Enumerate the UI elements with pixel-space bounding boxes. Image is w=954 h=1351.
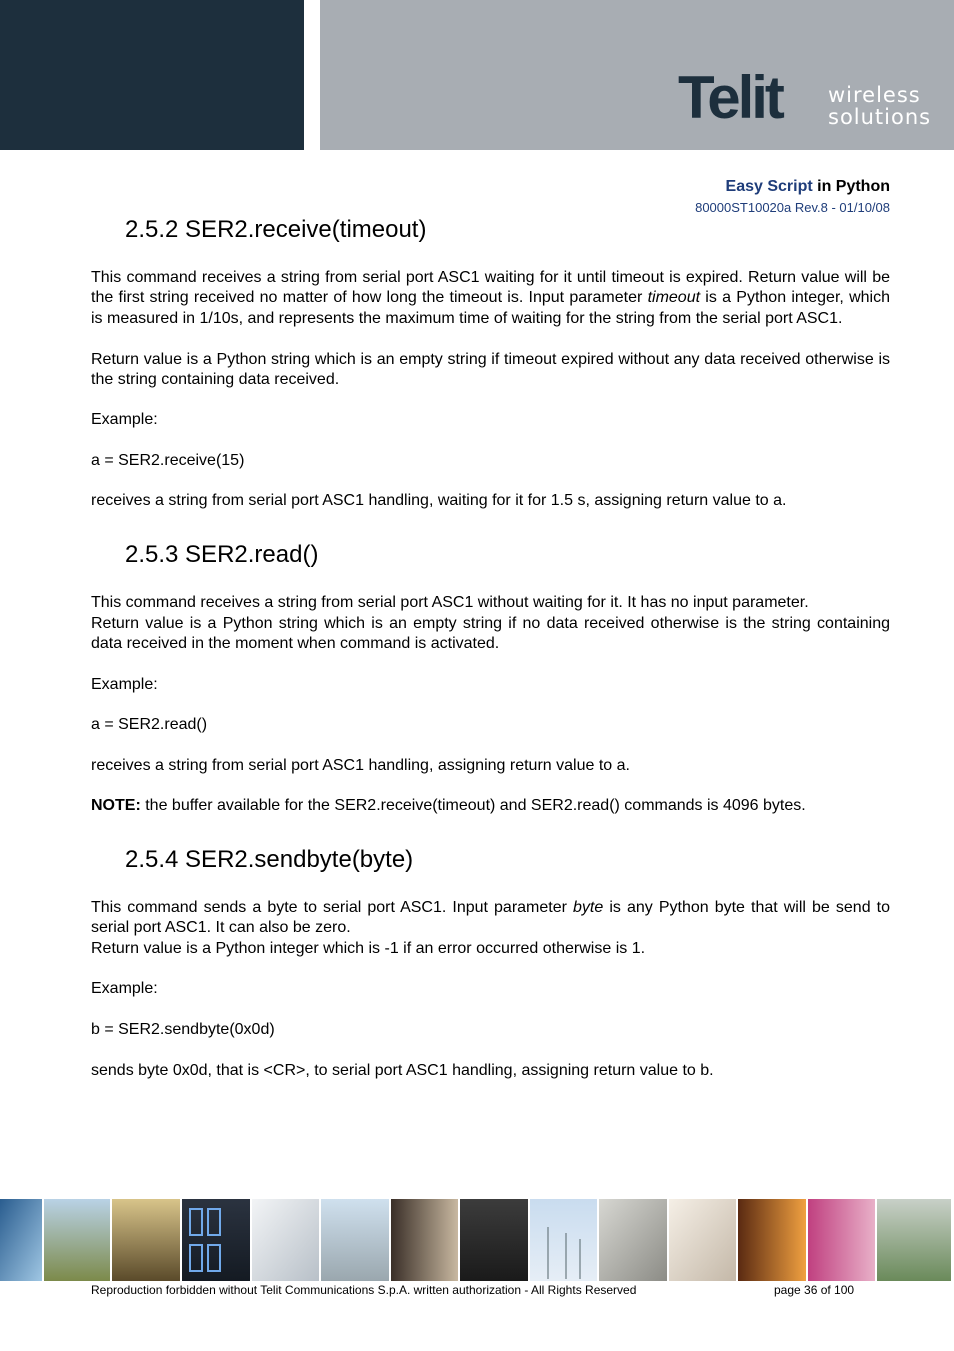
note — [91, 796, 890, 816]
section-heading-2-5-3: 2.5.3 SER2.read() — [125, 541, 319, 568]
doc-title-rest: in Python — [812, 178, 890, 195]
paragraph: receives a string from serial port ASC1 handling, waiting for it for 1.5 s, assigning return value to a. — [91, 492, 787, 509]
logo-tagline-1: wireless — [828, 83, 921, 107]
document-title — [726, 178, 890, 196]
page-number: page 36 of 100 — [774, 1283, 855, 1297]
telit-logo — [678, 48, 932, 132]
example-code: b = SER2.sendbyte(0x0d) — [91, 1021, 275, 1038]
example-label: Example: — [91, 980, 158, 997]
paragraph: Return value is a Python string which is an empty string if no data received otherwise is the string containing data received in the moment when command is activated. — [91, 615, 890, 653]
header-dark-panel — [0, 0, 304, 150]
example-label: Example: — [91, 411, 158, 428]
paragraph: sends byte 0x0d, that is <CR>, to serial port ASC1 handling, assigning return value to b. — [91, 1062, 714, 1079]
example-code: a = SER2.receive(15) — [91, 452, 245, 469]
note-label: NOTE: — [91, 797, 141, 814]
logo-tagline-2: solutions — [828, 105, 932, 129]
footer-copyright: Reproduction forbidden without Telit Communications S.p.A. written authorization - All Rights Reserved — [91, 1283, 637, 1297]
text-run: This command sends a byte to serial port ASC1. Input parameter — [91, 899, 574, 916]
paragraph — [91, 268, 890, 329]
note-text: the buffer available for the SER2.receive(timeout) and SER2.read() commands is 4096 bytes. — [140, 797, 806, 814]
footer-photo-strip — [0, 1199, 954, 1281]
paragraph: receives a string from serial port ASC1 handling, assigning return value to a. — [91, 757, 630, 774]
text-run: This command receives a string from serial port ASC1 waiting for it until timeout is expired. Return value will be the first string received no matter of how long the timeout is. Input parameter — [91, 269, 890, 307]
section-heading-2-5-4: 2.5.4 SER2.sendbyte(byte) — [125, 846, 414, 873]
paragraph — [91, 898, 890, 939]
example-label: Example: — [91, 676, 158, 693]
text-run: is any Python byte that will be send to serial port ASC1. It can also be zero. — [91, 899, 890, 937]
parameter-name: timeout — [647, 289, 701, 307]
text-run: is a Python integer, which is measured in 1/10s, and represents the maximum time of waiting for the string from the serial port ASC1. — [91, 289, 891, 327]
doc-title-product: Easy Script — [725, 178, 813, 195]
parameter-name: byte — [573, 899, 604, 916]
paragraph: This command receives a string from serial port ASC1 without waiting for it. It has no input parameter. — [91, 594, 809, 611]
logo-tagline — [828, 84, 931, 128]
section-heading-2-5-2: 2.5.2 SER2.receive(timeout) — [125, 216, 427, 243]
example-code: a = SER2.read() — [91, 716, 208, 733]
paragraph: Return value is a Python integer which is -1 if an error occurred otherwise is 1. — [91, 940, 646, 957]
document-revision: 80000ST10020a Rev.8 - 01/10/08 — [695, 200, 890, 215]
paragraph: Return value is a Python string which is an empty string if timeout expired without any data received otherwise is the string containing data received. — [91, 351, 890, 389]
logo-wordmark: Telit — [678, 64, 782, 131]
